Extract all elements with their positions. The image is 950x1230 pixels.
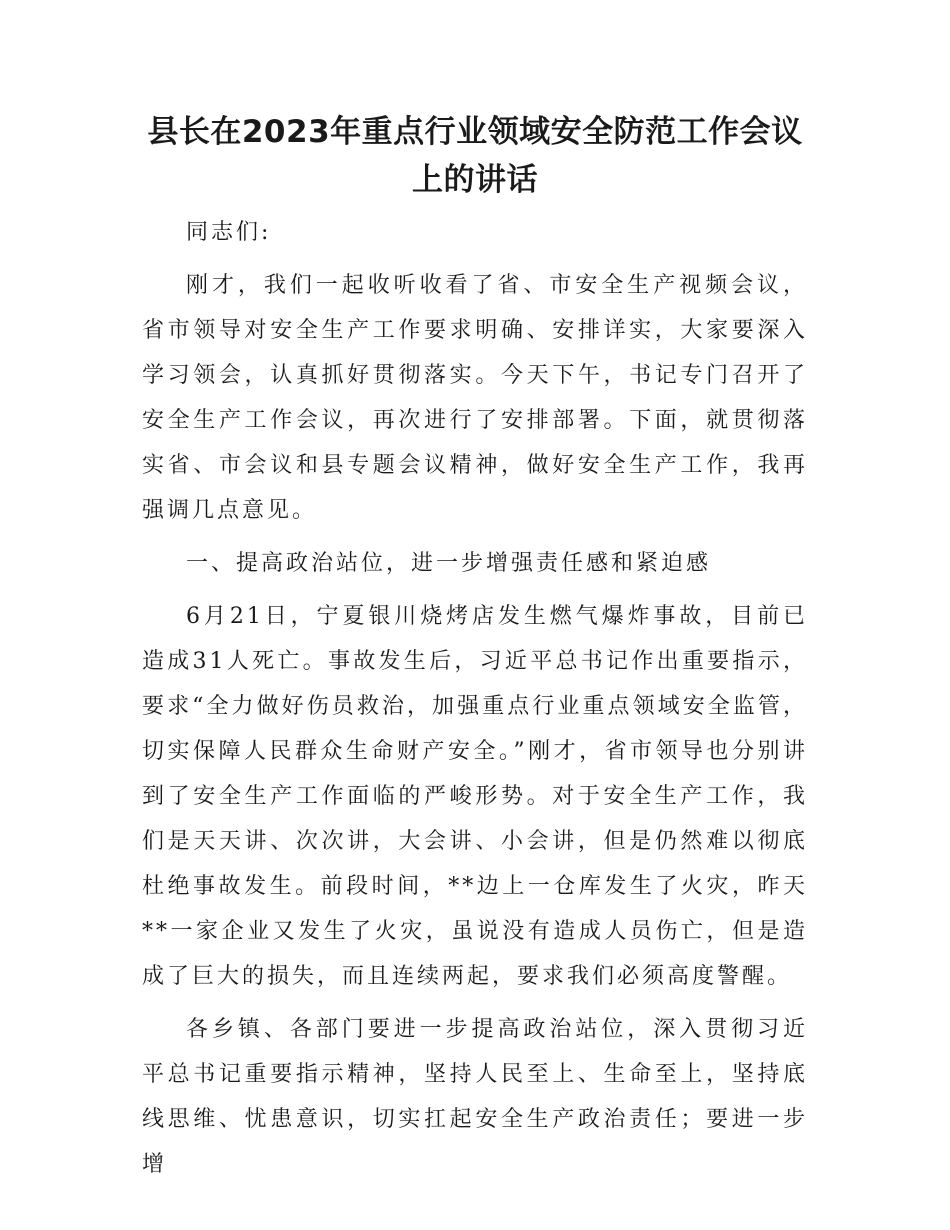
salutation: 同志们: (186, 220, 272, 245)
document-title: 县长在2023年重点行业领域安全防范工作会议上的讲话 (147, 114, 803, 198)
paragraph-opening: 刚才，我们一起收听收看了省、市安全生产视频会议，省市领导对安全生产工作要求明确、安排详实，大家要深入学习领会，认真抓好贯彻落实。今天下午，书记专门召开了安全生产工作会议，再次进行了安排部署。下面，就贯彻落实省、市会议和县专题会议精神，做好安全生产工作，我再强调几点意见。 (142, 273, 808, 523)
document-page (142, 108, 808, 1187)
section-heading-1: 一、提高政治站位，进一步增强责任感和紧迫感 (186, 551, 712, 576)
paragraph-requirements: 各乡镇、各部门要进一步提高政治站位，深入贯彻习近平总书记重要指示精神，坚持人民至上、生命至上，坚持底线思维、忧患意识，切实扛起安全生产政治责任；要进一步增 (142, 1017, 808, 1177)
paragraph-incident: 6月21日，宁夏银川烧烤店发生燃气爆炸事故，目前已造成31人死亡。事故发生后，习近平总书记作出重要指示，要求“全力做好伤员救治，加强重点行业重点领域安全监管，切实保障人民群众生命财产安全。”刚才，省市领导也分别讲到了安全生产工作面临的严峻形势。对于安全生产工作，我们是天天讲、次次讲，大会讲、小会讲，但是仍然难以彻底杜绝事故发生。前段时间，**边上一仓库发生了火灾，昨天**一家企业又发生了火灾，虽说没有造成人员伤亡，但是造成了巨大的损失，而且连续两起，要求我们必须高度警醒。 (142, 604, 808, 989)
